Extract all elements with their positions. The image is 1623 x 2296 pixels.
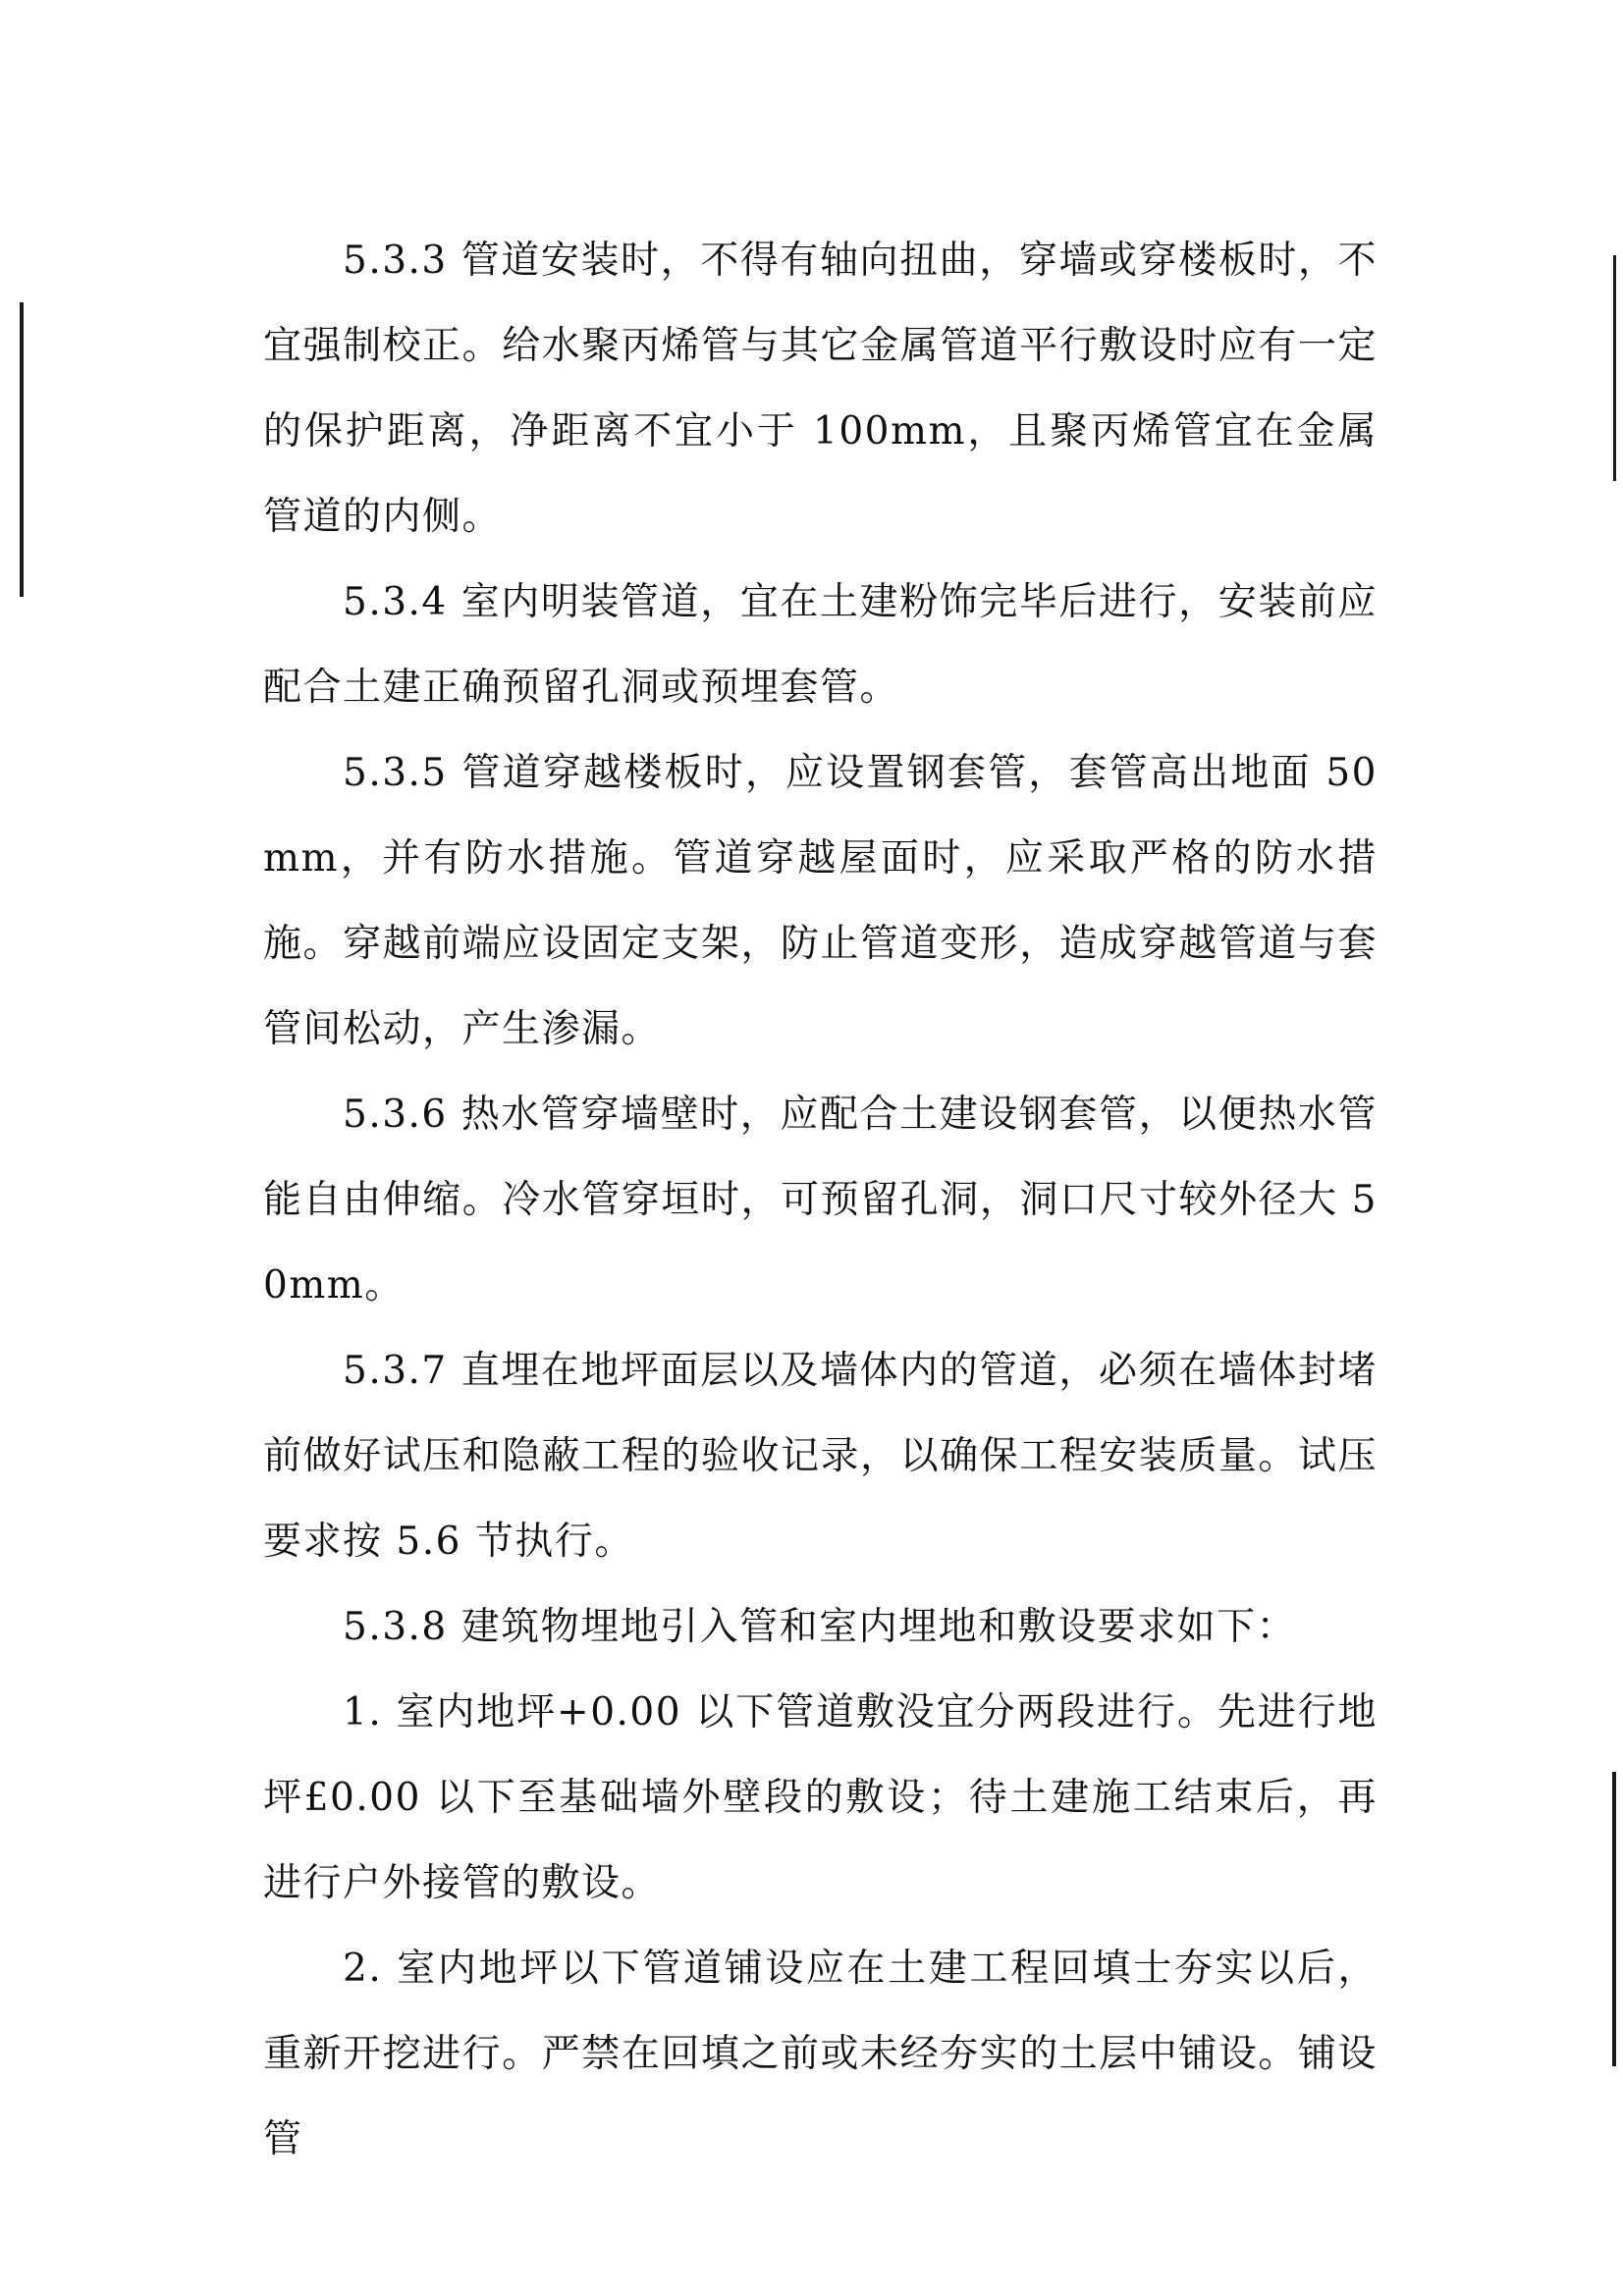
scan-edge-mark-right-bottom <box>1612 1772 1616 2066</box>
scan-edge-mark-right-top <box>1613 255 1616 481</box>
clause-5-3-5: 5.3.5 管道穿越楼板时，应设置钢套管，套管高出地面 50mm，并有防水措施。管道穿越屋面时，应采取严格的防水措施。穿越前端应设固定支架，防止管道变形，造成穿越管道与套管间松动，产生渗漏。 <box>263 751 1378 1051</box>
clause-5-3-3: 5.3.3 管道安装时，不得有轴向扭曲，穿墙或穿楼板时，不宜强制校正。给水聚丙烯管与其它金属管道平行敷设时应有一定的保护距离，净距离不宜小于 100mm，且聚丙烯管宜在金属管道的内侧。 <box>263 239 1378 539</box>
clause-5-3-8-item-1: 1. 室内地坪+0.00 以下管道敷没宜分两段进行。先进行地坪£0.00 以下至基础墙外壁段的敷设；待土建施工结束后，再进行户外接管的敷设。 <box>263 1690 1378 1905</box>
clause-5-3-8-item-2: 2. 室内地坪以下管道铺设应在土建工程回填士夯实以后，重新开挖进行。严禁在回填之前或未经夯实的土层中铺设。铺设管 <box>263 1947 1378 2162</box>
clause-5-3-6: 5.3.6 热水管穿墙壁时，应配合土建设钢套管，以便热水管能自由伸缩。冷水管穿垣时，可预留孔洞，洞口尺寸较外径大 50mm。 <box>263 1093 1378 1308</box>
scan-edge-mark-left <box>20 302 24 597</box>
document-body <box>263 218 1378 2182</box>
clause-5-3-4: 5.3.4 室内明装管道，宜在土建粉饰完毕后进行，安装前应配合土建正确预留孔洞或预埋套管。 <box>263 580 1378 710</box>
clause-5-3-8: 5.3.8 建筑物埋地引入管和室内埋地和敷设要求如下： <box>343 1605 1297 1649</box>
clause-5-3-7: 5.3.7 直埋在地坪面层以及墙体内的管道，必须在墙体封堵前做好试压和隐蔽工程的验收记录，以确保工程安装质量。试压要求按 5.6 节执行。 <box>263 1349 1378 1564</box>
